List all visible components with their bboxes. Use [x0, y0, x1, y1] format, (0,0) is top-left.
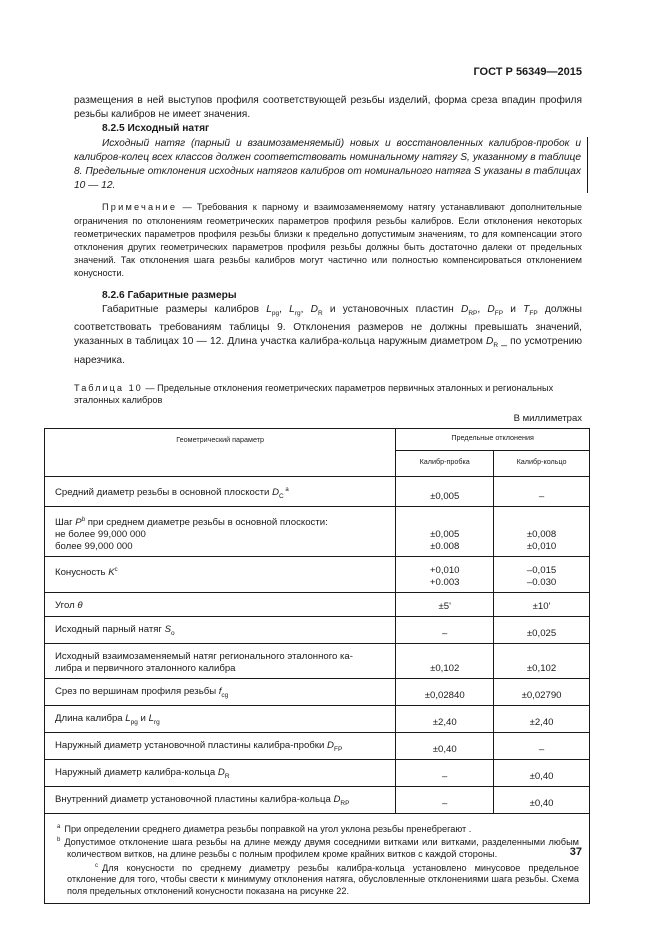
ring-value: –	[494, 732, 590, 759]
table-row	[45, 732, 590, 759]
param-name: Наружный диаметр калибра-кольца $D_R$	[45, 759, 396, 786]
table-row	[45, 557, 590, 593]
tolerance-table	[44, 428, 590, 904]
ring-value: –	[494, 476, 590, 506]
header-limits: Предельные отклонения	[396, 428, 590, 450]
plug-value: ±0,02840	[396, 679, 494, 706]
note-label: Примечание	[102, 202, 178, 213]
plug-value: ±2,40	[396, 706, 494, 733]
section-8-2-6-heading: 8.2.6 Габаритные размеры	[102, 289, 237, 301]
units-label: В миллиметрах	[513, 412, 582, 424]
page-number: 37	[569, 846, 582, 858]
table-row	[45, 786, 590, 813]
footnote-b: $^b$ Допустимое отклонение шага резьбы на длине между двумя соседними витками или витками, разделенными любым количеством витков, на длине резьбы с полным профилем кроме крайних витков с каждой стороны.	[57, 837, 579, 859]
ring-value: ±10'	[494, 593, 590, 617]
param-name: Исходный парный натяг $S_o$	[45, 617, 396, 644]
param-name: Длина калибра $L_{pg}$ и $L_{rg}$	[45, 706, 396, 733]
ring-value: ±0,008 ±0,010	[494, 507, 590, 557]
section-8-2-5-text: Исходный натяг (парный и взаимозаменяемый) новых и восстановленных калибров-пробок и калибров-колец всех классов должен соответствовать номинальному натягу S, указанному в таблице 8. Предельные отклонения исходных натягов калибров от номинального натяга S указаны в таблицах 10 — 12.	[74, 137, 588, 194]
note-text: — Требования к парному и взаимозаменяемому натягу устанавливают дополнительные ограничения по отклонениям геометрических параметров профиля резьбы калибров. Если отклонения некоторых геометрических параметров профиля резьбы близки к предельно допустимым значениям, то для компенсации этого отклонения других геометрических параметров профиля резьбы должны быть достаточно далеки от предельных значений. Так отклонения шага резьбы калибров могут частично или полностью компенсироваться отклонением конусности.	[74, 202, 582, 279]
plug-value: ±5'	[396, 593, 494, 617]
table-footnotes	[45, 813, 590, 904]
plug-value: –	[396, 759, 494, 786]
plug-value: +0,010 +0.003	[396, 557, 494, 593]
standard-code: ГОСТ Р 56349—2015	[473, 66, 582, 78]
param-name: Наружный диаметр установочной пластины калибра-пробки $D_{FP}$	[45, 732, 396, 759]
footnote-c: $^c$ Для конусности по среднему диаметру резьбы калибра-кольца установлено минусовое предельное отклонение для того, чтобы свести к минимуму отклонения натяга, обусловленные отклонениями шага резьбы. Схема поля предельных отклонений конусности показана на рисунке 22.	[67, 862, 579, 896]
table-caption-label: Таблица 10	[74, 382, 143, 393]
table-row	[45, 507, 590, 557]
table-row	[45, 759, 590, 786]
table-row	[45, 617, 590, 644]
page-content	[55, 94, 582, 904]
header-param: Геометрический параметр	[45, 428, 396, 476]
ring-value: ±0,02790	[494, 679, 590, 706]
plug-value: ±0,102	[396, 644, 494, 679]
ring-value: ±0,40	[494, 786, 590, 813]
plug-value: –	[396, 786, 494, 813]
plug-value: ±0,005	[396, 476, 494, 506]
param-name: Конусность $K^c$	[45, 557, 396, 593]
plug-value: ±0,40	[396, 732, 494, 759]
intro-paragraph: размещения в ней выступов профиля соответствующей резьбы изделий, форма среза впадин профиля резьбы калибров не имеет значения.	[74, 95, 582, 121]
table-row	[45, 476, 590, 506]
header-plug: Калибр-пробка	[396, 450, 494, 476]
plug-value: –	[396, 617, 494, 644]
ring-value: ±0,102	[494, 644, 590, 679]
ring-value: ±0,40	[494, 759, 590, 786]
param-name: Средний диаметр резьбы в основной плоскости $D_C$ $^a$	[45, 476, 396, 506]
param-name: Срез по вершинам профиля резьбы $f_{cg}$	[45, 679, 396, 706]
table-row	[45, 593, 590, 617]
param-name: Внутренний диаметр установочной пластины калибра-кольца $D_{RP}$	[45, 786, 396, 813]
table-row	[45, 706, 590, 733]
ring-value: ±2,40	[494, 706, 590, 733]
section-8-2-5-heading: 8.2.5 Исходный натяг	[102, 123, 210, 135]
note-paragraph	[74, 201, 582, 280]
table-header-row	[45, 428, 590, 450]
table-row	[45, 644, 590, 679]
section-8-2-6-text: Габаритные размеры калибров $L_{pg}$, $L_{rg}$, $D_R$ и установочных пластин $D_{RP}$, $D_{FP}$ и $T_{FP}$ должны соответствовать требованиям таблицы 9. Отклонения размеров не должны превышать значений, указанных в таблицах 10 — 12. Длина участка калибра-кольца наружным диаметром $D_R$ _ по усмотрению нарезчика.	[74, 303, 582, 366]
param-name: Угол θ	[45, 593, 396, 617]
table-caption	[74, 382, 582, 407]
table-footnotes-row	[45, 813, 590, 904]
plug-value: ±0,005 ±0.008	[396, 507, 494, 557]
param-name: Исходный взаимозаменяемый натяг регионального эталонного ка- либра и первичного эталонного калибра	[45, 644, 396, 679]
table-row	[45, 679, 590, 706]
param-name: Шаг $P^b$ при среднем диаметре резьбы в основной плоскости: не более 99,000 000 более 99,000 000	[45, 507, 396, 557]
ring-value: ±0,025	[494, 617, 590, 644]
ring-value: –0,015 –0.030	[494, 557, 590, 593]
table-caption-text: — Предельные отклонения геометрических параметров первичных эталонных и региональных эталонных калибров	[74, 382, 554, 406]
header-ring: Калибр-кольцо	[494, 450, 590, 476]
footnote-a: $^a$ При определении среднего диаметра резьбы поправкой на угол уклона резьбы пренебрегают .	[57, 823, 472, 834]
